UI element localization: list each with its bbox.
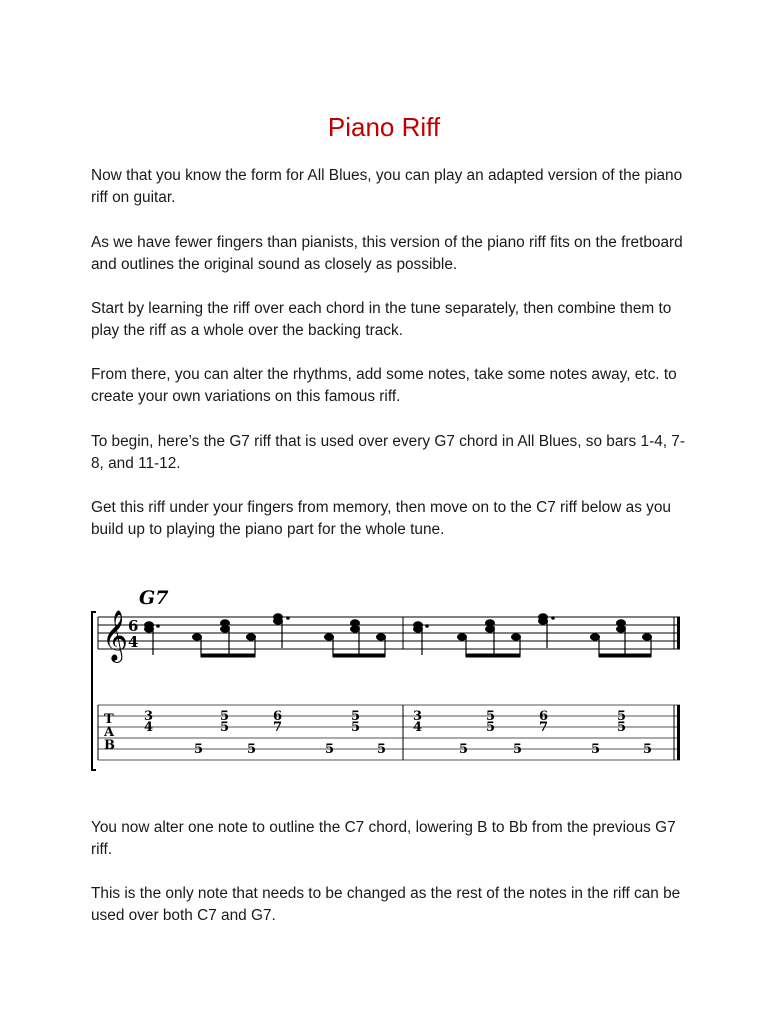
svg-text:5: 5 bbox=[486, 709, 496, 724]
tab-label-b: B bbox=[104, 738, 115, 753]
svg-text:3: 3 bbox=[413, 709, 423, 724]
page-title: Piano Riff bbox=[327, 112, 441, 142]
svg-text:5: 5 bbox=[643, 742, 653, 757]
svg-text:7: 7 bbox=[539, 720, 549, 735]
svg-text:5: 5 bbox=[513, 742, 523, 757]
svg-text:6: 6 bbox=[273, 709, 283, 724]
music-notation bbox=[88, 580, 688, 775]
paragraph: As we have fewer fingers than pianists, this version of the piano riff fits on the fretboard and outlines the original sound as closely as possible. bbox=[91, 234, 683, 273]
svg-text:5: 5 bbox=[220, 709, 230, 724]
paragraph: To begin, here’s the G7 riff that is used over every G7 chord in All Blues, so bars 1-4, 7-8, and 11-12. bbox=[91, 433, 685, 472]
tab-label-t: T bbox=[104, 712, 114, 727]
svg-text:7: 7 bbox=[273, 720, 283, 735]
paragraph: Start by learning the riff over each chord in the tune separately, then combine them to play the riff as a whole over the backing track. bbox=[91, 300, 672, 339]
svg-text:4: 4 bbox=[144, 720, 154, 735]
chord-symbol: G7 bbox=[139, 587, 169, 609]
svg-text:5: 5 bbox=[459, 742, 469, 757]
svg-text:5: 5 bbox=[194, 742, 204, 757]
time-signature-bottom: 4 bbox=[128, 633, 139, 651]
svg-text:5: 5 bbox=[377, 742, 387, 757]
paragraph: From there, you can alter the rhythms, add some notes, take some notes away, etc. to create your own variations on this famous riff. bbox=[91, 366, 677, 405]
svg-text:5: 5 bbox=[351, 720, 361, 735]
svg-text:5: 5 bbox=[591, 742, 601, 757]
notes-measure-1 bbox=[145, 614, 386, 657]
time-signature-top: 6 bbox=[128, 617, 139, 635]
tab-label-a: A bbox=[104, 725, 115, 740]
svg-text:5: 5 bbox=[486, 720, 496, 735]
svg-text:6: 6 bbox=[539, 709, 549, 724]
svg-text:5: 5 bbox=[325, 742, 335, 757]
svg-text:5: 5 bbox=[247, 742, 257, 757]
staff bbox=[98, 617, 680, 649]
system-bracket bbox=[92, 612, 96, 770]
svg-text:5: 5 bbox=[617, 720, 627, 735]
paragraph: You now alter one note to outline the C7 chord, lowering B to Bb from the previous G7 riff. bbox=[91, 819, 676, 858]
svg-text:4: 4 bbox=[413, 720, 423, 735]
treble-clef-icon: 𝄞 bbox=[102, 610, 129, 661]
paragraph: This is the only note that needs to be changed as the rest of the notes in the riff can be used over both C7 and G7. bbox=[91, 885, 681, 924]
svg-text:5: 5 bbox=[617, 709, 627, 724]
svg-text:5: 5 bbox=[351, 709, 361, 724]
svg-text:5: 5 bbox=[220, 720, 230, 735]
svg-text:3: 3 bbox=[144, 709, 154, 724]
paragraph: Now that you know the form for All Blues, you can play an adapted version of the piano riff on guitar. bbox=[91, 167, 683, 206]
paragraph: Get this riff under your fingers from memory, then move on to the C7 riff below as you build up to playing the piano part for the whole tune. bbox=[91, 499, 671, 538]
notes-measure-2 bbox=[414, 614, 652, 657]
